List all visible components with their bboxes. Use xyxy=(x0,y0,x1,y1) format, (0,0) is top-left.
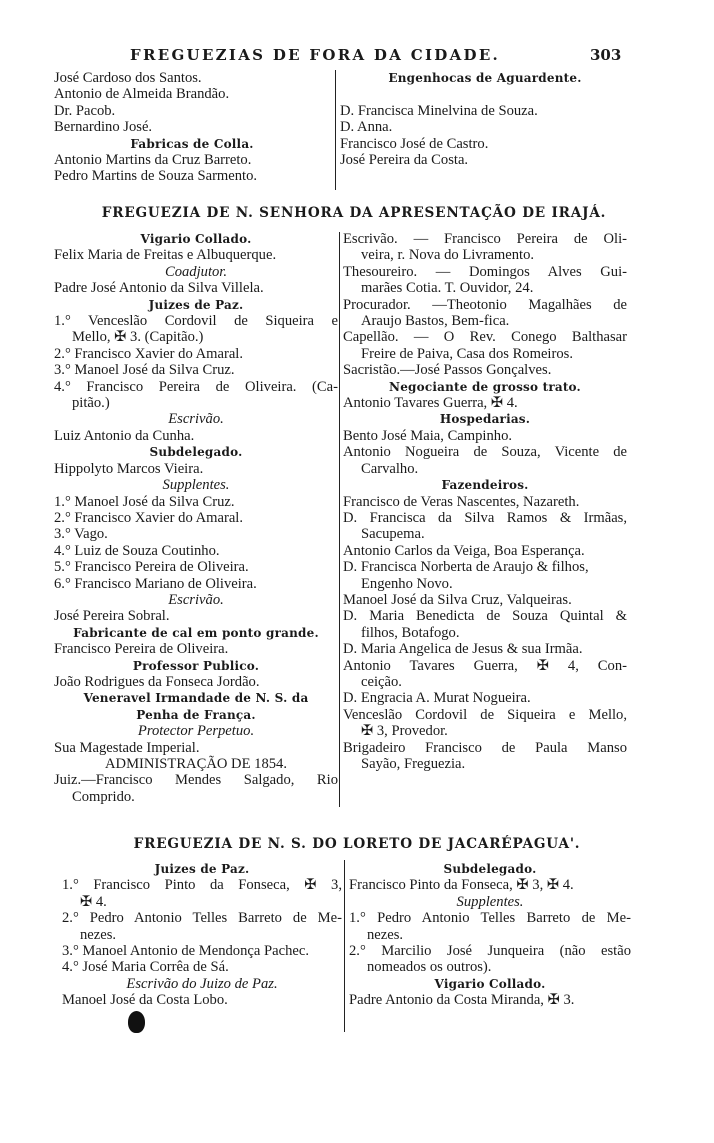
entry-line: Padre Antonio da Costa Miranda, ✠ 3. xyxy=(349,992,575,1009)
entry-line: D. Francisca da Silva Ramos & Irmãas, xyxy=(343,509,627,526)
entry-line: 5.° Francisco Pereira de Oliveira. xyxy=(54,559,249,576)
entry-line: Luiz Antonio da Cunha. xyxy=(54,427,195,444)
entry-line: Procurador. —Theotonio Magalhães de xyxy=(343,296,627,313)
entry-heading: Fabricas de Colla. xyxy=(130,136,254,151)
entry-line: Escrivão. xyxy=(168,411,224,428)
entry-line: Mello, ✠ 3. (Capitão.) xyxy=(72,329,204,346)
entry-line: Supplentes. xyxy=(456,893,524,910)
entry-line: Padre José Antonio da Silva Villela. xyxy=(54,280,264,297)
entry-line: Dr. Pacob. xyxy=(54,102,116,119)
entry-line: 1.° Venceslão Cordovil de Siqueira e xyxy=(54,313,338,330)
entry-line: Antonio Nogueira de Souza, Vicente de xyxy=(343,444,627,461)
entry-line: Antonio de Almeida Brandão. xyxy=(54,86,230,103)
entry-line: Brigadeiro Francisco de Paula Manso xyxy=(343,739,627,756)
entry-line: Escrivão. xyxy=(168,591,224,608)
entry-heading: Juizes de Paz. xyxy=(148,297,244,312)
entry-line: 1.° Pedro Antonio Telles Barreto de Me- xyxy=(349,910,631,927)
section-title-jacarepagua: FREGUEZIA DE N. S. DO LORETO DE JACARÉPAGUA'. xyxy=(133,836,581,852)
entry-heading: Vigario Collado. xyxy=(434,976,546,991)
entry-line: Thesoureiro. — Domingos Alves Gui- xyxy=(343,263,627,280)
entry-line: D. Anna. xyxy=(340,119,393,136)
entry-line: nomeados os outros). xyxy=(367,959,492,976)
entry-line: Coadjutor. xyxy=(164,263,228,280)
iraja-left-column xyxy=(54,231,338,805)
entry-line: ✠ 3, Provedor. xyxy=(361,723,448,740)
entry-line: José Cardoso dos Santos. xyxy=(54,70,202,86)
entry-line: marães Cotia. T. Ouvidor, 24. xyxy=(361,280,534,297)
entry-line: Sacupema. xyxy=(361,526,425,543)
top-left-column xyxy=(54,70,330,185)
entry-line: D. Engracia A. Murat Nogueira. xyxy=(343,690,531,707)
entry-line: D. Francisca Norberta de Araujo & filhos, xyxy=(343,559,589,576)
entry-heading: Subdelegado. xyxy=(149,445,243,460)
entry-line: Antonio Martins da Cruz Barreto. xyxy=(54,152,252,169)
entry-heading: Fazendeiros. xyxy=(441,478,529,493)
jacarepagua-right-column xyxy=(349,861,631,1009)
entry-line: Francisco José de Castro. xyxy=(340,135,489,152)
entry-line: 3.° Manoel José da Silva Cruz. xyxy=(54,362,235,379)
entry-line: ✠ 4. xyxy=(80,893,107,910)
entry-heading: Professor Publico. xyxy=(132,658,260,673)
section-title-iraja: FREGUEZIA DE N. SENHORA DA APRESENTAÇÃO DE IRAJÁ. xyxy=(101,205,607,221)
entry-line: 2.° Marcilio José Junqueira (não estão xyxy=(349,943,631,960)
entry-heading: Negociante de grosso trato. xyxy=(389,379,581,394)
entry-line: Francisco de Veras Nascentes, Nazareth. xyxy=(343,493,580,510)
column-divider xyxy=(339,232,340,807)
entry-line: Capellão. — O Rev. Conego Balthasar xyxy=(343,329,627,346)
entry-line: Escrivão do Juizo de Paz. xyxy=(126,975,278,992)
entry-line: 6.° Francisco Mariano de Oliveira. xyxy=(54,575,257,592)
page-header-title: FREGUEZIAS DE FORA DA CIDADE. xyxy=(130,46,501,64)
entry-line: 4.° José Maria Corrêa de Sá. xyxy=(62,959,229,976)
entry-heading: Fabricante de cal em ponto grande. xyxy=(73,625,319,640)
column-divider xyxy=(344,860,345,1032)
entry-line: Francisco Pinto da Fonseca, ✠ 3, ✠ 4. xyxy=(349,877,574,894)
entry-line: Antonio Carlos da Veiga, Boa Esperança. xyxy=(343,542,585,559)
entry-line: José Pereira Sobral. xyxy=(54,608,170,625)
entry-line: D. Francisca Minelvina de Souza. xyxy=(340,102,538,119)
entry-line: 3.° Vago. xyxy=(54,526,108,543)
entry-line: Sua Magestade Imperial. xyxy=(54,739,200,756)
entry-line: Juiz.—Francisco Mendes Salgado, Rio xyxy=(54,772,338,789)
entry-line: D. Maria Benedicta de Souza Quintal & xyxy=(343,608,627,625)
entry-line: Antonio Tavares Guerra, ✠ 4. xyxy=(343,395,518,412)
entry-line: Araujo Bastos, Bem-fica. xyxy=(361,313,510,330)
entry-line: Protector Perpetuo. xyxy=(137,723,255,740)
entry-line: nezes. xyxy=(367,926,404,943)
entry-line: Escrivão. — Francisco Pereira de Oli- xyxy=(343,231,627,247)
entry-heading: Hospedarias. xyxy=(439,412,531,427)
entry-line: Sayão, Freguezia. xyxy=(361,756,466,772)
entry-line: Sacristão.—José Passos Gonçalves. xyxy=(343,362,552,379)
entry-line: 3.° Manoel Antonio de Mendonça Pachec. xyxy=(62,943,309,960)
entry-heading: Engenhocas de Aguardente. xyxy=(388,71,582,85)
entry-line: Manoel José da Silva Cruz, Valqueiras. xyxy=(343,591,572,608)
entry-line: 1.° Francisco Pinto da Fonseca, ✠ 3, xyxy=(62,877,342,894)
entry-line: pitão.) xyxy=(72,395,110,412)
entry-line: Venceslão Cordovil de Siqueira e Mello, xyxy=(343,706,627,723)
entry-line: Bernardino José. xyxy=(54,119,153,136)
entry-heading: Subdelegado. xyxy=(443,862,537,876)
entry-heading: Vigario Collado. xyxy=(140,232,252,246)
entry-line: José Pereira da Costa. xyxy=(340,152,469,169)
entry-line: 2.° Francisco Xavier do Amaral. xyxy=(54,509,244,526)
column-divider xyxy=(335,70,336,190)
entry-line: D. Maria Angelica de Jesus & sua Irmãa. xyxy=(343,641,583,658)
entry-heading: Juizes de Paz. xyxy=(154,862,250,876)
entry-line: 4.° Luiz de Souza Coutinho. xyxy=(54,542,220,559)
entry-line: Bento José Maia, Campinho. xyxy=(343,427,513,444)
entry-line: nezes. xyxy=(80,926,117,943)
entry-line: 2.° Pedro Antonio Telles Barreto de Me- xyxy=(62,910,342,927)
entry-line: Supplentes. xyxy=(162,477,230,494)
running-header xyxy=(0,46,714,68)
entry-line: Antonio Tavares Guerra, ✠ 4, Con- xyxy=(343,657,627,674)
entry-line: 1.° Manoel José da Silva Cruz. xyxy=(54,493,235,510)
jacarepagua-left-column xyxy=(62,861,342,1009)
entry-line: Carvalho. xyxy=(361,460,419,477)
entry-line xyxy=(340,86,630,102)
top-right-column xyxy=(340,70,630,168)
entry-line: Engenho Novo. xyxy=(361,575,453,592)
entry-line: ceição. xyxy=(361,673,402,690)
page-number: 303 xyxy=(590,46,622,64)
entry-heading: Penha de França. xyxy=(136,707,256,722)
entry-line: 4.° Francisco Pereira de Oliveira. (Ca- xyxy=(54,378,338,395)
entry-line: Felix Maria de Freitas e Albuquerque. xyxy=(54,247,277,264)
entry-heading: Veneravel Irmandade de N. S. da xyxy=(83,691,309,706)
entry-line: 2.° Francisco Xavier do Amaral. xyxy=(54,345,244,362)
entry-line: filhos, Botafogo. xyxy=(361,624,460,641)
entry-line: Hippolyto Marcos Vieira. xyxy=(54,460,204,477)
entry-line: Pedro Martins de Souza Sarmento. xyxy=(54,168,258,185)
entry-line: Manoel José da Costa Lobo. xyxy=(62,992,228,1009)
entry-line: ADMINISTRAÇÃO DE 1854. xyxy=(104,756,288,772)
entry-line: Comprido. xyxy=(72,788,135,805)
iraja-right-column xyxy=(343,231,627,772)
ink-blot xyxy=(128,1011,145,1033)
entry-line: veira, r. Nova do Livramento. xyxy=(361,247,535,264)
entry-line: João Rodrigues da Fonseca Jordão. xyxy=(54,673,260,690)
entry-line: Francisco Pereira de Oliveira. xyxy=(54,641,229,658)
entry-line: Freire de Paiva, Casa dos Romeiros. xyxy=(361,345,573,362)
